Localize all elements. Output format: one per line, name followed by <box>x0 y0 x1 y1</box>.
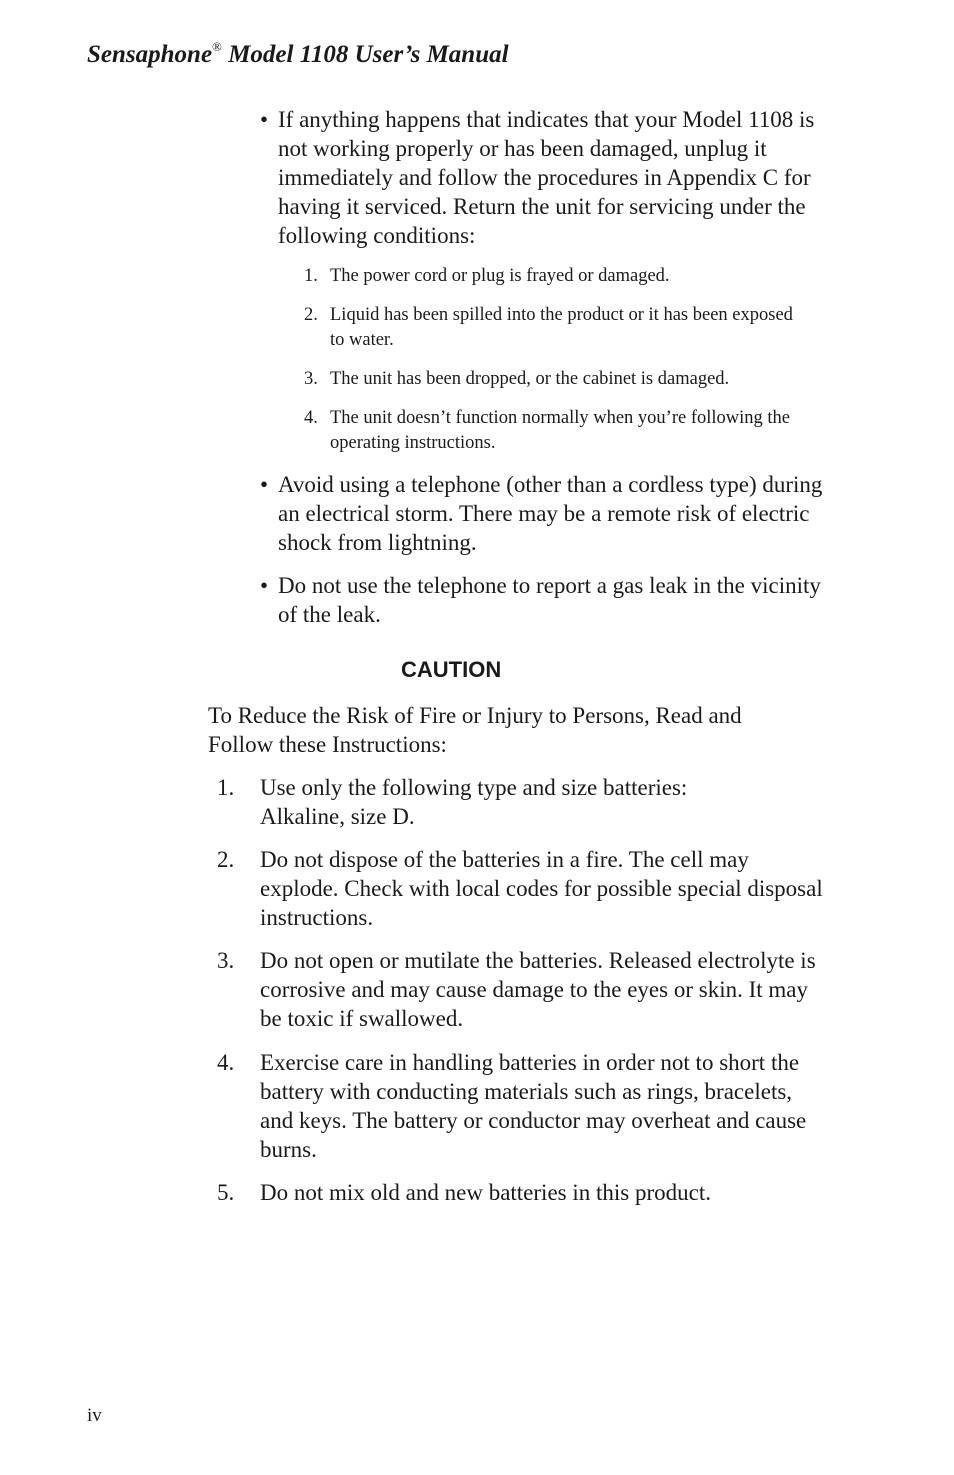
header-title-rest: Model 1108 User’s Manual <box>221 41 509 68</box>
condition-text: The power cord or plug is frayed or damaged. <box>330 266 670 286</box>
condition-item <box>304 264 794 289</box>
condition-number: 2. <box>304 305 318 325</box>
bullet-symbol: • <box>260 472 269 497</box>
caution-item-text: Do not mix old and new batteries in this product. <box>260 1180 711 1205</box>
caution-heading: CAUTION <box>401 657 502 682</box>
page-number: iv <box>87 1405 102 1426</box>
condition-text: The unit has been dropped, or the cabinet is damaged. <box>330 369 730 389</box>
condition-item <box>304 406 794 456</box>
caution-item-number: 3. <box>217 948 235 973</box>
caution-item-text <box>260 773 827 831</box>
caution-item-number: 2. <box>217 847 235 872</box>
bullet-item-storm <box>260 470 830 557</box>
caution-item-number: 1. <box>217 775 235 800</box>
caution-item <box>217 1178 827 1207</box>
condition-text: The unit doesn’t function normally when you’re following the operating instructions. <box>330 408 791 453</box>
bullet-text: Do not use the telephone to report a gas leak in the vicinity of the leak. <box>278 573 821 627</box>
caution-item <box>217 845 827 932</box>
caution-item-text: Exercise care in handling batteries in order not to short the battery with conducting materials such as rings, bracelets, and keys. The battery or conductor may overheat and cause burns. <box>260 1050 807 1162</box>
bullet-text: Avoid using a telephone (other than a cordless type) during an electrical storm. There may be a remote risk of electric shock from lightning. <box>278 472 823 555</box>
caution-item <box>217 946 827 1033</box>
bullet-text: If anything happens that indicates that your Model 1108 is not working properly or has been damaged, unplug it immediately and follow the procedures in Appendix C for having it serviced. Return the unit for servicing under the following conditions: <box>278 107 815 248</box>
header-brand: Sensaphone <box>87 41 213 68</box>
bullet-item-service <box>260 105 830 250</box>
caution-item-line: Alkaline, size D. <box>260 804 415 829</box>
bullet-item-gas-leak <box>260 571 830 629</box>
page-header-title <box>87 38 509 72</box>
condition-item <box>304 303 794 353</box>
caution-item-number: 4. <box>217 1050 235 1075</box>
condition-item <box>304 367 794 392</box>
caution-item-text: Do not open or mutilate the batteries. Released electrolyte is corrosive and may cause damage to the eyes or skin. It may be toxic if swallowed. <box>260 948 816 1031</box>
caution-item-text: Do not dispose of the batteries in a fire. The cell may explode. Check with local codes for possible special disposal instructions. <box>260 847 823 930</box>
condition-number: 1. <box>304 266 318 286</box>
condition-number: 4. <box>304 408 318 428</box>
caution-item-number: 5. <box>217 1180 235 1205</box>
caution-item-line: Use only the following type and size batteries: <box>260 775 688 800</box>
condition-text: Liquid has been spilled into the product or it has been exposed to water. <box>330 305 793 350</box>
bullet-symbol: • <box>260 107 269 132</box>
bullet-symbol: • <box>260 573 269 598</box>
caution-intro: To Reduce the Risk of Fire or Injury to Persons, Read and Follow these Instructions: <box>208 703 742 757</box>
condition-number: 3. <box>304 369 318 389</box>
registered-mark: ® <box>212 39 222 54</box>
caution-item <box>217 1048 827 1164</box>
caution-item <box>217 773 827 831</box>
